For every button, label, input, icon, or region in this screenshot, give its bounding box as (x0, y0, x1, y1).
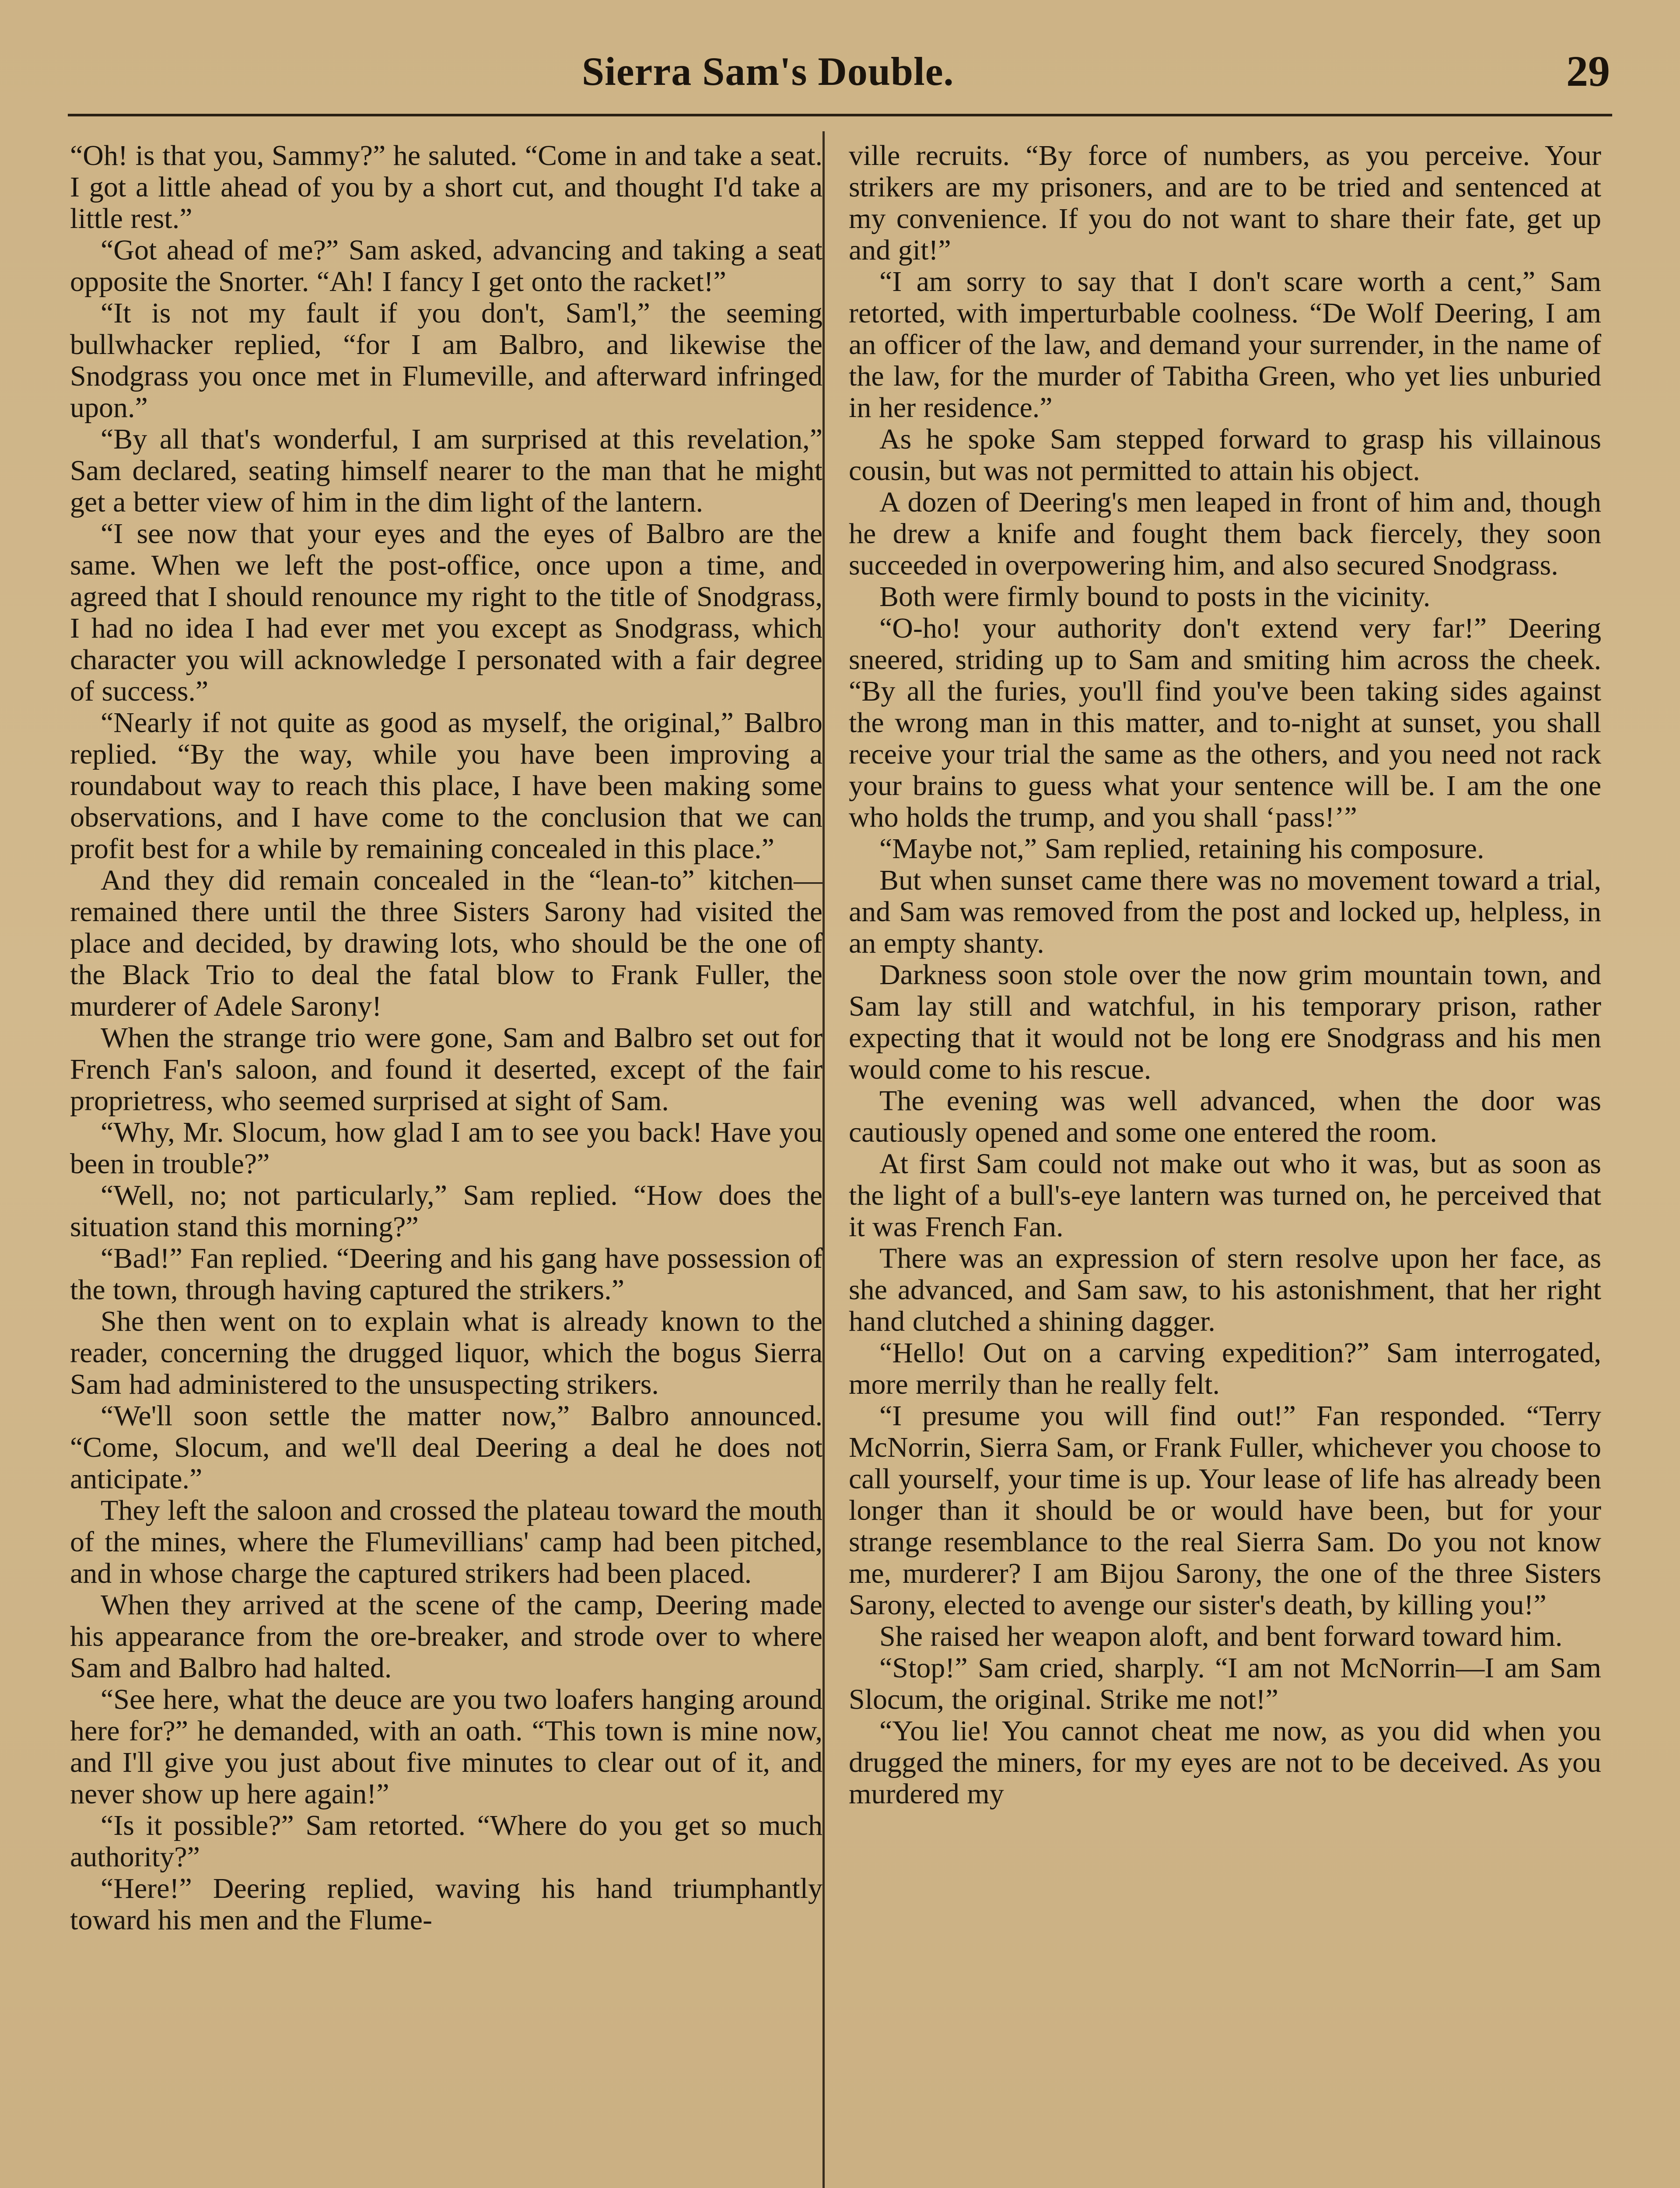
paragraph: “Got ahead of me?” Sam asked, advancing and taking a seat opposite the Snorter. “Ah! I fancy I get onto the racket!” (70, 234, 822, 298)
paragraph: She raised her weapon aloft, and bent forward toward him. (879, 1620, 1563, 1652)
paragraph: “Is it possible?” Sam retorted. “Where do you get so much authority?” (70, 1809, 822, 1873)
paragraph: At first Sam could not make out who it was, but as soon as the light of a bull's-eye lantern was turned on, he perceived that it was French Fan. (849, 1148, 1601, 1243)
page-number: 29 (1566, 47, 1610, 95)
paragraph: “Oh! is that you, Sammy?” he saluted. “Come in and take a seat. I got a little ahead of you by a short cut, and thought I'd take a little rest.” (70, 140, 822, 235)
paragraph: “I presume you will find out!” Fan responded. “Terry McNorrin, Sierra Sam, or Frank Fuller, whichever you choose to call yourself, your time is up. Your lease of life has already been longer than it should be or would have been, but for your strange resemblance to the real Sierra Sam. Do you not know me, murderer? I am Bijou Sarony, the one of the three Sisters Sarony, elected to avenge our sister's death, by killing you!” (849, 1400, 1601, 1621)
page-header (0, 39, 1680, 105)
paragraph: “I am sorry to say that I don't scare worth a cent,” Sam retorted, with imperturbable coolness. “De Wolf Deering, I am an officer of the law, and demand your surrender, in the name of the law, for the murder of Tabitha Green, who yet lies unburied in her residence.” (849, 266, 1601, 424)
paragraph: “O-ho! your authority don't extend very far!” Deering sneered, striding up to Sam and smiting him across the cheek. “By all the furies, you'll find you've been taking sides against the wrong man in this matter, and to-night at sunset, you shall receive your trial the same as the others, and you need not rack your brains to guess what your sentence will be. I am the one who holds the trump, and you shall ‘pass!’” (849, 612, 1601, 833)
paragraph: “Bad!” Fan replied. “Deering and his gang have possession of the town, through having captured the strikers.” (70, 1242, 822, 1306)
paragraph: Darkness soon stole over the now grim mountain town, and Sam lay still and watchful, in his temporary prison, rather expecting that it would not be long ere Snodgrass and his men would come to his rescue. (849, 959, 1601, 1085)
paragraph: They left the saloon and crossed the plateau toward the mouth of the mines, where the Flumevillians' camp had been pitched, and in whose charge the captured strikers had been placed. (70, 1494, 822, 1589)
paragraph: “I see now that your eyes and the eyes of Balbro are the same. When we left the post-office, once upon a time, and agreed that I should renounce my right to the title of Snodgrass, I had no idea I had ever met you except as Snodgrass, which character you will acknowledge I personated with a fair degree of success.” (70, 518, 822, 707)
paragraph: “Stop!” Sam cried, sharply. “I am not McNorrin—I am Sam Slocum, the original. Strike me not!” (849, 1652, 1601, 1715)
paragraph: “Well, no; not particularly,” Sam replied. “How does the situation stand this morning?” (70, 1179, 822, 1243)
paragraph: “You lie! You cannot cheat me now, as you did when you drugged the miners, for my eyes are not to be deceived. As you murdered my (849, 1715, 1601, 1810)
paragraph: “Hello! Out on a carving expedition?” Sam interrogated, more merrily than he really felt. (849, 1337, 1601, 1400)
paragraph: She then went on to explain what is already known to the reader, concerning the drugged liquor, which the bogus Sierra Sam had administered to the unsuspecting strikers. (70, 1305, 822, 1400)
paragraph: “Maybe not,” Sam replied, retaining his composure. (879, 833, 1484, 865)
paragraph: “Here!” Deering replied, waving his hand triumphantly toward his men and the Flume- (70, 1872, 822, 1936)
paragraph: ville recruits. “By force of numbers, as you perceive. Your strikers are my prisoners, and are to be tried and sentenced at my convenience. If you do not want to share their fate, get up and git!” (849, 140, 1601, 266)
running-title: Sierra Sam's Double. (582, 49, 954, 94)
left-column (70, 140, 822, 1936)
paragraph: And they did remain concealed in the “lean-to” kitchen—remained there until the three Sisters Sarony had visited the place and decided, by drawing lots, who should be the one of the Black Trio to deal the fatal blow to Frank Fuller, the murderer of Adele Sarony! (70, 864, 822, 1022)
paragraph: But when sunset came there was no movement toward a trial, and Sam was removed from the post and locked up, helpless, in an empty shanty. (849, 864, 1601, 959)
paragraph: A dozen of Deering's men leaped in front of him and, though he drew a knife and fought them back fiercely, they soon succeeded in overpowering him, and also secured Snodgrass. (849, 486, 1601, 581)
paragraph: As he spoke Sam stepped forward to grasp his villainous cousin, but was not permitted to attain his object. (849, 423, 1601, 487)
header-rule (68, 114, 1612, 116)
right-column (849, 140, 1601, 1810)
paragraph: There was an expression of stern resolve upon her face, as she advanced, and Sam saw, to his astonishment, that her right hand clutched a shining dagger. (849, 1242, 1601, 1337)
paragraph: “Why, Mr. Slocum, how glad I am to see you back! Have you been in trouble?” (70, 1116, 822, 1180)
paragraph: “See here, what the deuce are you two loafers hanging around here for?” he demanded, with an oath. “This town is mine now, and I'll give you just about five minutes to clear out of it, and never show up here again!” (70, 1683, 822, 1810)
paragraph: “It is not my fault if you don't, Sam'l,” the seeming bullwhacker replied, “for I am Balbro, and likewise the Snodgrass you once met in Flumeville, and afterward infringed upon.” (70, 297, 822, 424)
paragraph: When they arrived at the scene of the camp, Deering made his appearance from the ore-breaker, and strode over to where Sam and Balbro had halted. (70, 1589, 822, 1684)
paragraph: Both were firmly bound to posts in the vicinity. (879, 581, 1431, 613)
paragraph: “Nearly if not quite as good as myself, the original,” Balbro replied. “By the way, while you have been improving a roundabout way to reach this place, I have been making some observations, and I have come to the conclusion that we can profit best for a while by remaining concealed in this place.” (70, 707, 822, 865)
paragraph: “By all that's wonderful, I am surprised at this revelation,” Sam declared, seating himself nearer to the man that he might get a better view of him in the dim light of the lantern. (70, 423, 822, 518)
paragraph: “We'll soon settle the matter now,” Balbro announced. “Come, Slocum, and we'll deal Deering a deal he does not anticipate.” (70, 1400, 822, 1495)
paragraph: The evening was well advanced, when the door was cautiously opened and some one entered the room. (849, 1085, 1601, 1148)
column-divider (822, 131, 825, 2188)
paragraph: When the strange trio were gone, Sam and Balbro set out for French Fan's saloon, and found it deserted, except of the fair proprietress, who seemed surprised at sight of Sam. (70, 1022, 822, 1117)
